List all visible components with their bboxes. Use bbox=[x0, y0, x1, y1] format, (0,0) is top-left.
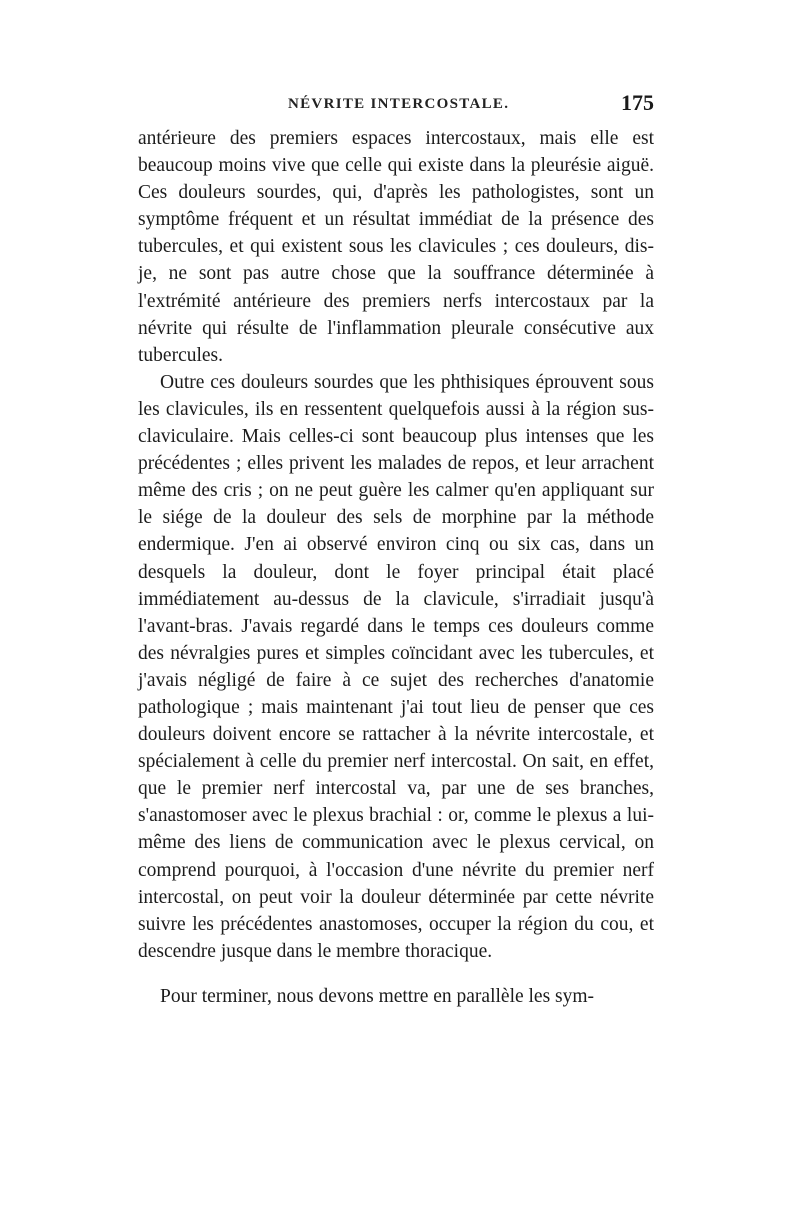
paragraph-2: Outre ces douleurs sourdes que les phthisiques éprouvent sous les clavicules, ils en ressentent quelquefois aussi à la région sus-claviculaire. Mais celles-ci sont beaucoup plus intenses que les précédentes ; elles privent les malades de repos, et leur arrachent même des cris ; on ne peut guère les calmer qu'en appliquant sur le siége de la douleur des sels de morphine par la méthode endermique. J'en ai observé environ cinq ou six cas, dans un desquels la douleur, dont le foyer principal était placé immédiatement au-dessus de la clavicule, s'irradiait jusqu'à l'avant-bras. J'avais regardé dans le temps ces douleurs comme des névralgies pures et simples coïncidant avec les tubercules, et j'avais négligé de faire à ce sujet des recherches d'anatomie pathologique ; mais maintenant j'ai tout lieu de penser que ces douleurs doivent encore se rattacher à la névrite intercostale, et spécialement à celle du premier nerf intercostal. On sait, en effet, que le premier nerf intercostal va, par une de ses branches, s'anastomoser avec le plexus brachial : or, comme le plexus a lui-même des liens de communication avec le plexus cervical, on comprend pourquoi, à l'occasion d'une névrite du premier nerf intercostal, on peut voir la douleur déterminée par cette névrite suivre les précédentes anastomoses, occuper la région du cou, et descendre jusque dans le membre thoracique. bbox=[138, 371, 654, 962]
paragraph-3: Pour terminer, nous devons mettre en parallèle les sym- bbox=[160, 985, 595, 1007]
paragraph-1: antérieure des premiers espaces intercostaux, mais elle est beaucoup moins vive que celle qui existe dans la pleurésie aiguë. Ces douleurs sourdes, qui, d'après les pathologistes, sont un symptôme fréquent et un résultat immédiat de la présence des tubercules, et qui existent sous les clavicules ; ces douleurs, dis-je, ne sont pas autre chose que la souffrance déterminée à l'extrémité antérieure des premiers nerfs intercostaux par la névrite qui résulte de l'inflammation pleurale consécutive aux tubercules. bbox=[138, 128, 654, 366]
running-title: NÉVRITE INTERCOSTALE. bbox=[288, 96, 510, 112]
page-number: 175 bbox=[621, 90, 654, 115]
running-head bbox=[138, 92, 654, 120]
body-text bbox=[138, 125, 654, 1010]
